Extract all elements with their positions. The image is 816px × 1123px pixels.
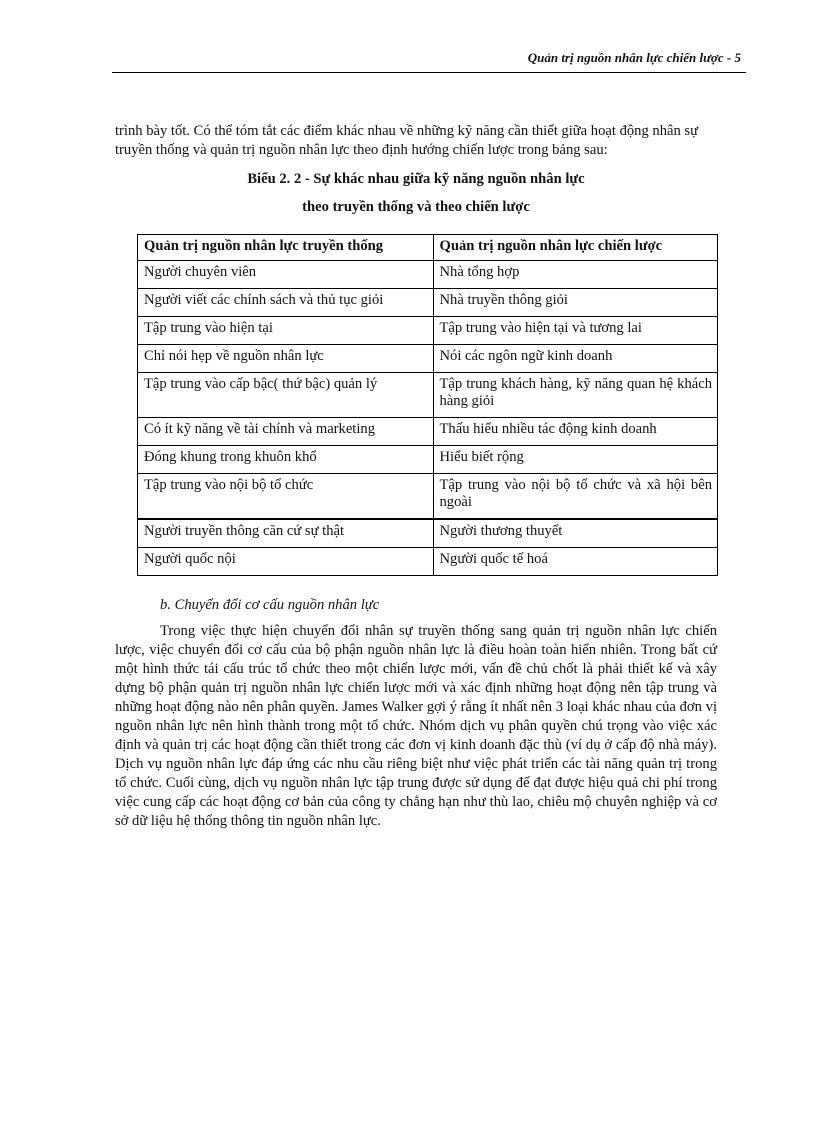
table-header-row xyxy=(138,235,718,261)
table-caption-line-1: Biểu 2. 2 - Sự khác nhau giữa kỹ năng nguồn nhân lực xyxy=(247,171,585,187)
table-row xyxy=(138,446,718,474)
strategic-cell: Người quốc tế hoá xyxy=(433,548,718,576)
table-row xyxy=(138,261,718,289)
table-row xyxy=(138,345,718,373)
strategic-cell: Thấu hiểu nhiều tác động kinh doanh xyxy=(433,418,718,446)
body-paragraph: Trong việc thực hiện chuyển đổi nhân sự truyền thống sang quản trị nguồn nhân lực chiến lược, việc chuyển đổi cơ cấu của bộ phận nguồn nhân lực là điều hoàn toàn hiển nhiên. Trong bất cứ một hình thức tái cấu trúc tổ chức theo một chiến lược mới, vấn đề chủ chốt là phải thiết kế và xây dựng bộ phận quản trị nguồn nhân lực chiến lược mới và xác định những hoạt động nên tập trung và những hoạt động nào nên phân quyền. James Walker gợi ý rằng ít nhất nên 3 loại khác nhau của đơn vị nguồn nhân lực nên hình thành trong một tổ chức. Nhóm dịch vụ phân quyền chú trọng vào việc xác định và quản trị các hoạt động cần thiết trong các đơn vị kinh doanh đặc thù (ví dụ ở cấp độ nhà máy). Dịch vụ nguồn nhân lực đáp ứng các nhu cầu riêng biệt như việc phát triển các tài năng quản trị trong tổ chức. Cuối cùng, dịch vụ nguồn nhân lực tập trung được sử dụng để đạt được hiệu quả chi phí trong việc cung cấp các hoạt động cơ bản của công ty chẳng hạn như thù lao, chiêu mộ chuyên nghiệp và cơ sở dữ liệu hệ thống thông tin nguồn nhân lực. xyxy=(115,623,717,829)
traditional-cell: Tập trung vào nội bộ tổ chức xyxy=(138,474,434,520)
traditional-cell: Đóng khung trong khuôn khổ xyxy=(138,446,434,474)
intro-paragraph: trình bày tốt. Có thể tóm tắt các điểm khác nhau về những kỹ năng cần thiết giữa hoạt động nhân sự truyền thống và quản trị nguồn nhân lực theo định hướng chiến lược trong bảng sau: xyxy=(115,123,699,158)
table-row xyxy=(138,548,718,576)
traditional-cell: Người quốc nội xyxy=(138,548,434,576)
traditional-cell: Chỉ nói hẹp về nguồn nhân lực xyxy=(138,345,434,373)
running-header: Quản trị nguồn nhân lực chiến lược - 5 xyxy=(527,50,741,65)
table-row xyxy=(138,474,718,520)
strategic-cell: Nói các ngôn ngữ kinh doanh xyxy=(433,345,718,373)
strategic-cell: Tập trung vào hiện tại và tương lai xyxy=(433,317,718,345)
table-row xyxy=(138,373,718,418)
table-row xyxy=(138,519,718,548)
table-row xyxy=(138,317,718,345)
traditional-cell: Người truyền thông căn cứ sự thật xyxy=(138,519,434,548)
header-traditional-hrm: Quản trị nguồn nhân lực truyền thống xyxy=(138,235,434,261)
table-row xyxy=(138,289,718,317)
table-row xyxy=(138,418,718,446)
traditional-cell: Người chuyên viên xyxy=(138,261,434,289)
traditional-cell: Tập trung vào hiện tại xyxy=(138,317,434,345)
comparison-table xyxy=(137,234,718,576)
strategic-cell: Hiểu biết rộng xyxy=(433,446,718,474)
section-heading: b. Chuyển đổi cơ cấu nguồn nhân lực xyxy=(160,597,380,613)
strategic-cell: Tập trung khách hàng, kỹ năng quan hệ khách hàng giỏi xyxy=(433,373,718,418)
strategic-cell: Tập trung vào nội bộ tổ chức và xã hội bên ngoài xyxy=(433,474,718,520)
traditional-cell: Người viết các chính sách và thủ tục giỏi xyxy=(138,289,434,317)
traditional-cell: Tập trung vào cấp bậc( thứ bậc) quản lý xyxy=(138,373,434,418)
header-strategic-hrm: Quản trị nguồn nhân lực chiến lược xyxy=(433,235,718,261)
strategic-cell: Người thương thuyết xyxy=(433,519,718,548)
traditional-cell: Có ít kỹ năng về tài chính và marketing xyxy=(138,418,434,446)
table-caption-line-2: theo truyền thống và theo chiến lược xyxy=(302,199,530,215)
strategic-cell: Nhà tổng hợp xyxy=(433,261,718,289)
strategic-cell: Nhà truyền thông giỏi xyxy=(433,289,718,317)
header-divider xyxy=(112,72,746,73)
